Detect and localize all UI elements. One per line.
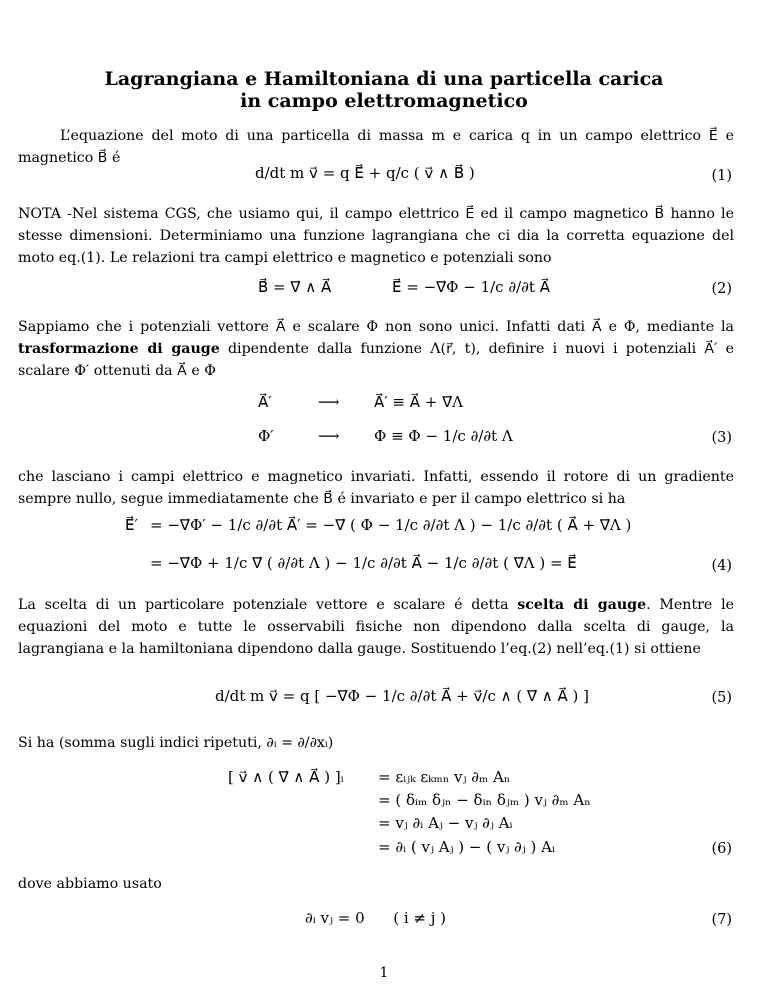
equation-1: d/dt m v⃗ = q E⃗ + q/c ( v⃗ ∧ B⃗ ) [255, 164, 475, 182]
equation-6-line-1: = εᵢⱼₖ εₖₘₙ vⱼ ∂ₘ Aₙ [378, 768, 511, 786]
equation-3a-rhs: A⃗′ ≡ A⃗ + ∇⃗Λ [374, 393, 464, 411]
equation-4a-lhs: E⃗′ [125, 516, 138, 534]
title-line-2: in campo elettromagnetico [240, 90, 528, 112]
equation-number-3: (3) [711, 430, 732, 446]
equation-2b: E⃗ = −∇⃗Φ − 1/c ∂/∂t A⃗ [392, 278, 550, 296]
paragraph-nota: NOTA -Nel sistema CGS, che usiamo qui, il campo elettrico E⃗ ed il campo magnetico B⃗ hanno le stesse dimensioni. Determiniamo una funzione lagrangiana che ci dia la corretta equazione del moto eq.(1). Le relazioni tra campi elettrico e magnetico e potenziali sono [18, 206, 734, 266]
equation-number-2: (2) [711, 281, 732, 297]
equation-number-5: (5) [711, 690, 732, 706]
gauge-text-post: dipendente dalla funzione Λ(r⃗, t), definire i nuovi i potenziali A⃗′ e scalare Φ′ ottenuti da A⃗ e Φ [18, 341, 734, 379]
paragraph-index-notation: Si ha (somma sugli indici ripetuti, ∂ᵢ = ∂/∂xᵢ) [18, 735, 334, 751]
equation-4a-rhs: = −∇⃗Φ′ − 1/c ∂/∂t A⃗′ = −∇⃗ ( Φ − 1/c ∂/∂t Λ ) − 1/c ∂/∂t ( A⃗ + ∇⃗Λ ) [150, 516, 632, 534]
gauge-choice-post: . Mentre le equazioni del moto e tutte le osservabili fisiche non dipendono dalla scelta di gauge, la lagrangiana e la hamiltoniana dipendono dalla gauge. Sostituendo l’eq.(2) nell’eq.(1) si ottiene [18, 597, 734, 657]
equation-5: d/dt m v⃗ = q [ −∇⃗Φ − 1/c ∂/∂t A⃗ + v⃗/c ∧ ( ∇⃗ ∧ A⃗ ) ] [215, 687, 590, 705]
equation-number-4: (4) [711, 558, 732, 574]
page-number: 1 [379, 965, 389, 981]
equation-3b-lhs: Φ′ [258, 427, 274, 445]
equation-6-line-2: = ( δᵢₘ δⱼₙ − δᵢₙ δⱼₘ ) vⱼ ∂ₘ Aₙ [378, 791, 591, 809]
equation-3b-rhs: Φ ≡ Φ − 1/c ∂/∂t Λ [374, 427, 513, 445]
paragraph-intro: L’equazione del moto di una particella di massa m e carica q in un campo elettrico E⃗ e magnetico B⃗ é [18, 128, 734, 166]
paragraph-gauge [18, 316, 734, 382]
equation-6-line-4: = ∂ᵢ ( vⱼ Aⱼ ) − ( vⱼ ∂ⱼ ) Aᵢ [378, 838, 556, 856]
gauge-choice-bold: scelta di gauge [517, 597, 647, 613]
equation-3a-arrow: ⟶ [318, 393, 340, 411]
gauge-text-pre: Sappiamo che i potenziali vettore A⃗ e scalare Φ non sono unici. Infatti dati A⃗ e Φ, mediante la [18, 319, 734, 335]
equation-7: ∂ᵢ vⱼ = 0 ( i ≠ j ) [305, 909, 447, 927]
gauge-text-bold: trasformazione di gauge [18, 341, 220, 357]
equation-number-6: (6) [711, 841, 732, 857]
equation-6-lhs: [ v⃗ ∧ ( ∇⃗ ∧ A⃗ ) ]ᵢ [228, 768, 344, 786]
equation-3a-lhs: A⃗′ [258, 393, 272, 411]
equation-3b-arrow: ⟶ [318, 427, 340, 445]
paragraph-gauge-choice [18, 594, 734, 660]
paragraph-invariance: che lasciano i campi elettrico e magnetico invariati. Infatti, essendo il rotore di un gradiente sempre nullo, segue immediatamente che B⃗ é invariato e per il campo elettrico si ha [18, 469, 734, 507]
equation-6-line-3: = vⱼ ∂ᵢ Aⱼ − vⱼ ∂ⱼ Aᵢ [378, 814, 513, 832]
equation-number-1: (1) [711, 168, 732, 184]
equation-number-7: (7) [711, 912, 732, 928]
paragraph-used: dove abbiamo usato [18, 876, 162, 892]
gauge-choice-pre: La scelta di un particolare potenziale vettore e scalare é detta [18, 597, 518, 613]
title-line-1: Lagrangiana e Hamiltoniana di una particella carica [104, 68, 664, 90]
equation-4b-rhs: = −∇⃗Φ + 1/c ∇⃗ ( ∂/∂t Λ ) − 1/c ∂/∂t A⃗ − 1/c ∂/∂t ( ∇⃗Λ ) = E⃗ [150, 554, 577, 572]
equation-2a: B⃗ = ∇⃗ ∧ A⃗ [258, 278, 332, 296]
